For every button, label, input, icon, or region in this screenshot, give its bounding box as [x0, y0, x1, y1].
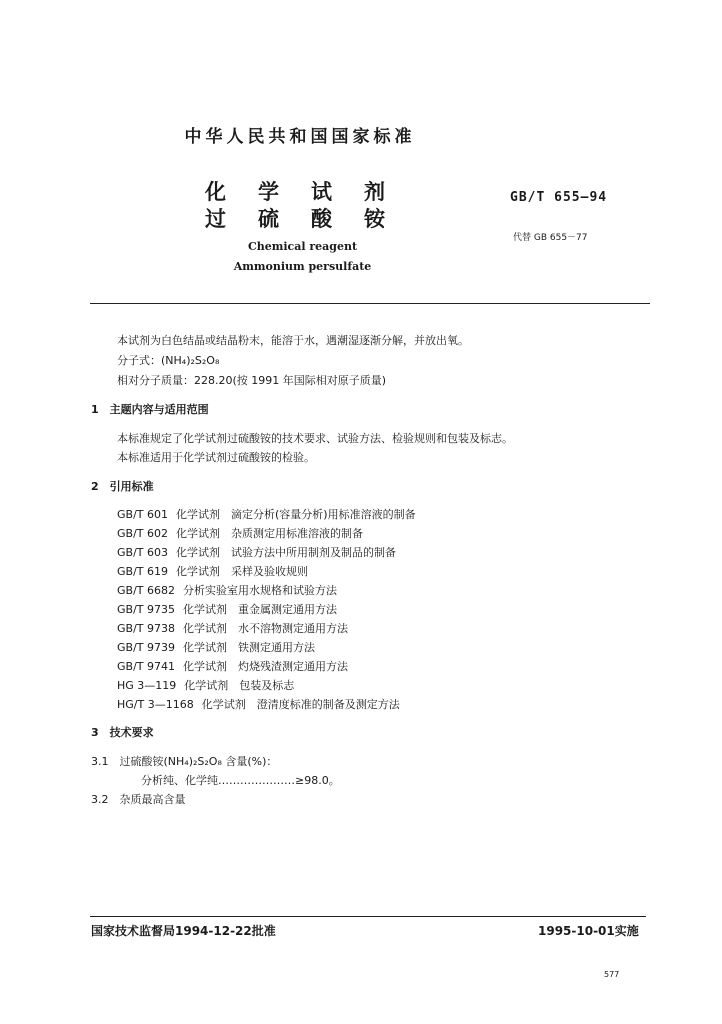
- standard-number: GB/T 655—94: [510, 190, 608, 205]
- section1-applicability: 本标准适用于化学试剂过硫酸铵的检验。: [117, 451, 315, 464]
- ref-item: GB/T 9738 化学试剂 水不溶物测定通用方法: [117, 622, 348, 635]
- approval-date: 国家技术监督局1994-12-22批准: [91, 924, 276, 938]
- section1-scope: 本标准规定了化学试剂过硫酸铵的技术要求、试验方法、检验规则和包装及标志。: [117, 432, 513, 445]
- page-number: 577: [604, 970, 620, 979]
- intro-description: 本试剂为白色结晶或结晶粉末，能溶于水，遇潮湿逐渐分解，并放出氧。: [117, 334, 469, 347]
- ref-item: GB/T 603 化学试剂 试验方法中所用制剂及制品的制备: [117, 546, 396, 559]
- ref-item: HG/T 3—1168 化学试剂 澄清度标准的制备及测定方法: [117, 698, 400, 711]
- replaces-standard: 代替 GB 655－77: [513, 233, 588, 243]
- clause-3-2: 3.2 杂质最高含量: [91, 793, 186, 806]
- ref-item: GB/T 601 化学试剂 滴定分析(容量分析)用标准溶液的制备: [117, 508, 416, 521]
- footer-rule: [90, 916, 646, 917]
- ref-item: GB/T 9739 化学试剂 铁测定通用方法: [117, 641, 315, 654]
- clause-3-1-detail: 分析纯、化学纯…………………≥98.0。: [141, 774, 340, 787]
- ref-item: GB/T 6682 分析实验室用水规格和试验方法: [117, 584, 337, 597]
- clause-3-1: 3.1 过硫酸铵(NH₄)₂S₂O₈ 含量(%)：: [91, 755, 278, 768]
- issuer-title: 中华人民共和国国家标准: [184, 127, 416, 147]
- ref-item: HG 3—119 化学试剂 包装及标志: [117, 679, 295, 692]
- section2-heading: 2 引用标准: [91, 480, 154, 493]
- title-en-line2: Ammonium persulfate: [233, 260, 372, 273]
- section3-heading: 3 技术要求: [91, 726, 154, 739]
- ref-item: GB/T 9741 化学试剂 灼烧残渣测定通用方法: [117, 660, 348, 673]
- title-en-line1: Chemical reagent: [247, 240, 358, 253]
- title-cn-line2: 过硫酸铵: [205, 207, 417, 231]
- ref-item: GB/T 9735 化学试剂 重金属测定通用方法: [117, 603, 337, 616]
- intro-molar-mass: 相对分子质量：228.20(按 1991 年国际相对原子质量): [117, 374, 387, 387]
- section1-heading: 1 主题内容与适用范围: [91, 403, 209, 416]
- title-cn-line1: 化学试剂: [205, 180, 417, 204]
- ref-item: GB/T 602 化学试剂 杂质测定用标准溶液的制备: [117, 527, 363, 540]
- ref-item: GB/T 619 化学试剂 采样及验收规则: [117, 565, 308, 578]
- intro-formula: 分子式：(NH₄)₂S₂O₈: [117, 354, 220, 367]
- effective-date: 1995-10-01实施: [538, 924, 639, 938]
- header-rule: [90, 303, 650, 304]
